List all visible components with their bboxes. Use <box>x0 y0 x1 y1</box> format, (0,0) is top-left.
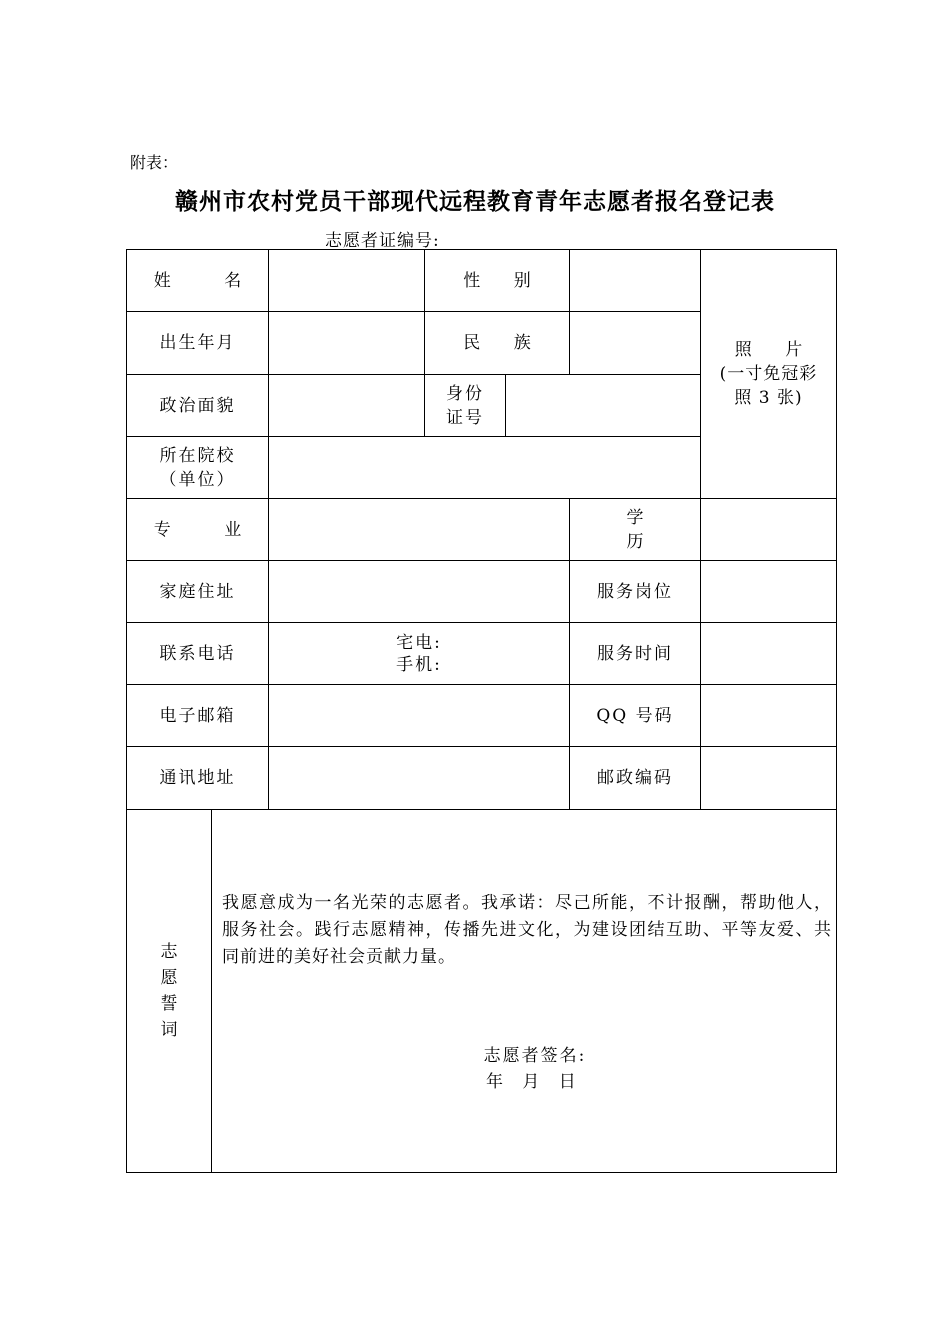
phone-field[interactable] <box>268 622 570 685</box>
school-label <box>126 436 269 499</box>
service-post-field[interactable] <box>700 560 837 623</box>
school-field[interactable] <box>268 436 701 499</box>
pledge-char-2: 愿 <box>160 968 178 988</box>
pledge-char-1: 志 <box>160 942 178 962</box>
pledge-label <box>126 809 212 1173</box>
gender-label: 性 别 <box>424 249 570 312</box>
date-label: 年 月 日 <box>486 1072 576 1092</box>
pledge-text: 我愿意成为一名光荣的志愿者。我承诺：尽己所能，不计报酬，帮助他人，服务社会。践行志愿精神，传播先进文化，为建设团结互助、平等友爱、共同前进的美好社会贡献力量。 <box>222 893 832 967</box>
qq-label: QQ 号码 <box>569 684 701 747</box>
birth-label: 出生年月 <box>126 311 269 375</box>
service-time-label: 服务时间 <box>569 622 701 685</box>
postcode-label: 邮政编码 <box>569 746 701 810</box>
political-status-label: 政治面貌 <box>126 374 269 437</box>
photo-label: 照 片 <box>734 340 817 360</box>
mail-address-label: 通讯地址 <box>126 746 269 810</box>
major-label: 专 业 <box>126 498 269 561</box>
education-field[interactable] <box>700 498 837 561</box>
certificate-number-label: 志愿者证编号: <box>325 231 440 251</box>
pledge-box <box>211 809 837 1173</box>
id-label-line2: 证号 <box>446 407 484 428</box>
id-label-line1: 身份 <box>446 383 484 404</box>
appendix-label: 附表： <box>130 153 179 172</box>
qq-field[interactable] <box>700 684 837 747</box>
home-address-label: 家庭住址 <box>126 560 269 623</box>
ethnicity-label: 民 族 <box>424 311 570 375</box>
mail-address-field[interactable] <box>268 746 570 810</box>
school-label-line1: 所在院校 <box>159 445 236 466</box>
form-title: 赣州市农村党员干部现代远程教育青年志愿者报名登记表 <box>175 188 775 215</box>
name-field[interactable] <box>268 249 425 312</box>
political-status-field[interactable] <box>268 374 425 437</box>
school-label-line2: （单位） <box>159 469 236 490</box>
postcode-field[interactable] <box>700 746 837 810</box>
service-time-field[interactable] <box>700 622 837 685</box>
service-post-label: 服务岗位 <box>569 560 701 623</box>
gender-field[interactable] <box>569 249 701 312</box>
birth-field[interactable] <box>268 311 425 375</box>
photo-box <box>700 249 837 499</box>
major-field[interactable] <box>268 498 570 561</box>
home-phone-label: 宅电: <box>396 632 442 653</box>
email-label: 电子邮箱 <box>126 684 269 747</box>
mobile-label: 手机: <box>396 654 442 675</box>
id-number-field[interactable] <box>505 374 701 437</box>
name-label: 姓 名 <box>126 249 269 312</box>
email-field[interactable] <box>268 684 570 747</box>
home-address-field[interactable] <box>268 560 570 623</box>
photo-note: (一寸免冠彩 <box>719 364 818 384</box>
signature-label: 志愿者签名: <box>483 1046 587 1066</box>
pledge-char-4: 词 <box>160 1020 178 1040</box>
id-number-label <box>424 374 506 437</box>
education-label: 学 历 <box>569 498 701 561</box>
phone-label: 联系电话 <box>126 622 269 685</box>
pledge-char-3: 誓 <box>160 994 178 1014</box>
ethnicity-field[interactable] <box>569 311 701 375</box>
photo-note-count: 照 3 张) <box>734 388 803 408</box>
